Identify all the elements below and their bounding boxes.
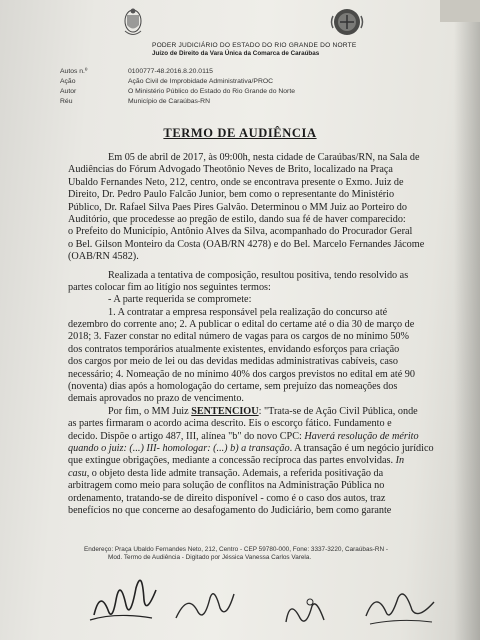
paragraph-line — [68, 443, 454, 455]
paragraph-line: o Prefeito do Município, Antônio Alves da Silva, acompanhado do Procurador Geral — [68, 226, 413, 238]
paragraph-line: Auditório, que procedesse ao pregão de estilo, dando sua fé de haver comparecido: — [68, 213, 406, 225]
paragraph-line: Público, Dr. Rafael Silva Paes Pires Galvão. Determinou o MM Juiz ao Porteiro do — [68, 201, 407, 213]
page-corner — [440, 0, 480, 22]
footer-model: Mod. Termo de Audiência - Digitado por Jéssica Vanessa Carlos Varela. — [108, 554, 312, 561]
plaintiff-label: Autor — [60, 88, 77, 95]
letterhead — [120, 4, 370, 62]
italic-quote: quando o juiz: (...) III- homologar: (...) b) a transação — [68, 442, 290, 454]
paragraph-line: Ubaldo Fernandes Neto, 212, centro, onde se encontrava presente o Exmo. Juiz de — [68, 176, 404, 188]
footer-address: Endereço: Praça Ubaldo Fernandes Neto, 212, Centro - CEP 59780-000, Fone: 3337-3220, Caraúbas-RN - — [84, 546, 388, 553]
defendant-value: Município de Caraúbas-RN — [128, 98, 210, 105]
plaintiff-value: O Ministério Público do Estado do Rio Grande do Norte — [128, 88, 295, 95]
paragraph-line: benefícios no que concerne ao desafogamento do Judiciário, bem como garante — [68, 504, 392, 516]
signature-3 — [280, 592, 330, 632]
paragraph-line: o Bel. Gilson Monteiro da Costa (OAB/RN 4278) e do Bel. Marcelo Fernandes Jácome — [68, 238, 425, 250]
paragraph-line: as partes firmaram o acordo acima descrito. Eis o escorço fático. Fundamento e — [68, 418, 392, 430]
paragraph-line — [68, 406, 454, 418]
defendant-label: Réu — [60, 98, 73, 105]
page-edge-shadow — [454, 0, 480, 640]
paragraph-line: - A parte requerida se compromete: — [108, 294, 252, 306]
case-number-label: Autos n.º — [60, 68, 88, 75]
coat-of-arms-icon — [122, 7, 144, 39]
italic-word: In — [395, 455, 405, 467]
paragraph-line — [68, 431, 454, 443]
paragraph-line — [68, 468, 454, 480]
paragraph-line: dos cargos por meio de lei ou das devidas medidas administrativas cabíveis, caso — [68, 356, 398, 368]
paragraph-line: necessário; 4. Nomeação de no mínimo 40% dos cargos previstos no edital em até 90 — [68, 368, 415, 380]
paragraph-line: dezembro do corrente ano; 2. A publicar o edital do certame até o dia 30 de março de — [68, 319, 415, 331]
sentence-fragment: : "Trata-se de Ação Civil Pública, onde — [258, 405, 418, 417]
case-number: 0100777-48.2016.8.20.0115 — [128, 68, 213, 75]
paragraph-line: 2018; 3. Fazer constar no edital número de vagas para os cargos de no mínimo 50% — [68, 331, 410, 343]
paragraph-line: 1. A contratar a empresa responsável pela realização do concurso até — [108, 306, 388, 318]
court-name: PODER JUDICIÁRIO DO ESTADO DO RIO GRANDE DO NORTE — [152, 42, 357, 49]
paragraph-line: demais aprovados no prazo de vencimento. — [68, 393, 244, 405]
document-body — [68, 152, 454, 517]
sentence-fragment: que extingue obrigações, mediante a concessão recíproca das partes envolvidas. — [68, 455, 394, 467]
document-title: TERMO DE AUDIÊNCIA — [163, 126, 317, 140]
court-unit: Juízo de Direito da Vara Única da Comarca de Caraúbas — [152, 50, 320, 57]
sentence-fragment: . A transação é um negócio jurídico — [289, 442, 434, 454]
paragraph-line — [68, 455, 454, 467]
signature-1 — [86, 560, 166, 630]
paragraph-line: Realizada a tentativa de composição, resultou positiva, tendo resolvido as — [108, 269, 409, 281]
paragraph-line: Em 05 de abril de 2017, às 09:00h, nesta cidade de Caraúbas/RN, na Sala de — [108, 152, 420, 163]
paragraph-line: arbitragem como meio para solução de conflitos na Administração Pública no — [68, 480, 385, 492]
judiciary-seal-icon — [328, 6, 366, 38]
signature-2 — [170, 578, 240, 628]
paragraph-line: Audiências do Fórum Advogado Theotônio Neves de Brito, localizado na Praça — [68, 164, 393, 176]
paragraph-line: (OAB/RN 4582). — [68, 251, 139, 263]
signature-4 — [360, 580, 440, 630]
paragraph-line: Direito, Dr. Pedro Paulo Falcão Junior, bem como o representante do Ministério — [68, 189, 395, 201]
italic-quote: Haverá resolução de mérito — [304, 430, 419, 442]
sentence-fragment: decido. Dispõe o artigo 487, III, alínea "b" do novo CPC: — [68, 430, 302, 442]
sentenciou-keyword: SENTENCIOU — [191, 405, 259, 417]
paragraph-line: (noventa) dias após a homologação do certame, sem prejuízo das nomeações dos — [68, 381, 398, 393]
sentence-fragment: , o objeto desta lide admite transação. Ademais, a referida positivação da — [86, 467, 384, 479]
paragraph-line: dos contratos temporários atualmente existentes, envidando esforços para criação — [68, 343, 400, 355]
paragraph-line: ordenamento, tratando-se de direito disponível - como é o caso dos autos, traz — [68, 492, 386, 504]
action-value: Ação Civil de Improbidade Administrativa/PROC — [128, 78, 274, 85]
paragraph-line: partes colocar fim ao litígio nos seguintes termos: — [68, 281, 271, 293]
action-label: Ação — [60, 78, 76, 85]
sentence-fragment: Por fim, o MM Juiz — [108, 405, 189, 417]
italic-word: casu — [68, 467, 87, 479]
